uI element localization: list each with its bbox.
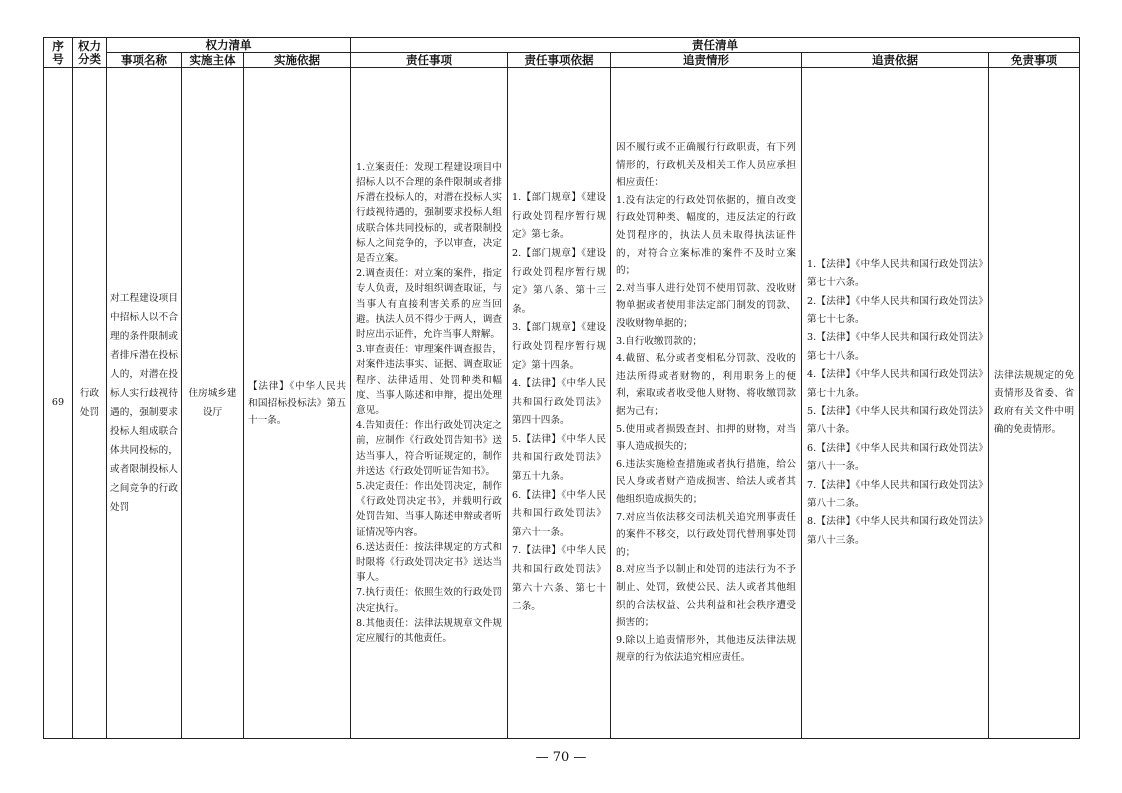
power-responsibility-table: [43, 37, 1080, 739]
header-power-list: 权力清单: [107, 38, 351, 53]
row-implementing-body: 住房城乡建设厅: [182, 68, 244, 739]
header-responsibility-items: 责任事项: [351, 53, 508, 68]
table-row: [44, 68, 1080, 739]
accountability-basis-item: 3.【法律】《中华人民共和国行政处罚法》第七十八条。: [807, 332, 984, 362]
responsibility-item: 2.调查责任：对立案的案件，指定专人负责，及时组织调查取证，与当事人有直接利害关系的应当回避。执法人员不得少于两人，调查时应出示证件，允许当事人辩解。: [356, 268, 503, 340]
accountability-case: 2.对当事人进行处罚不使用罚款、没收财物单据或者使用非法定部门制发的罚款、没收财物单据的；: [616, 282, 797, 330]
header-responsibility-basis: 责任事项依据: [508, 53, 611, 68]
accountability-case: 8.对应当予以制止和处罚的违法行为不予制止、处罚，致使公民、法人或者其他组织的合法权益、公共利益和社会秩序遭受损害的；: [616, 564, 797, 629]
accountability-case: 7.对应当依法移交司法机关追究刑事责任的案件不移交，以行政处罚代替刑事处罚的；: [616, 511, 797, 558]
accountability-case: 3.自行收缴罚款的；: [616, 335, 702, 347]
responsibility-item: 4.告知责任：作出行政处罚决定之前，应制作《行政处罚告知书》送达当事人，符合听证规定的，制作并送达《行政处罚听证告知书》。: [356, 420, 503, 477]
responsibility-basis-item: 3.【部门规章】《建设行政处罚程序暂行规定》第十四条。: [512, 322, 607, 371]
header-item-name: 事项名称: [107, 53, 182, 68]
responsibility-item: 6.送达责任：按法律规定的方式和时限将《行政处罚决定书》送达当事人。: [356, 541, 503, 584]
accountability-case: 因不履行或不正确履行行政职责，有下列情形的，行政机关及相关工作人员应承担相应责任：: [616, 142, 797, 189]
accountability-basis-item: 8.【法律】《中华人民共和国行政处罚法》第八十三条。: [807, 516, 984, 546]
header-accountability-cases: 追责情形: [611, 53, 802, 68]
responsibility-item: 7.执行责任：依照生效的行政处罚决定执行。: [356, 587, 503, 614]
header-responsibility-list: 责任清单: [351, 38, 1080, 53]
accountability-basis-item: 6.【法律】《中华人民共和国行政处罚法》第八十一条。: [807, 442, 984, 473]
page-number: — 70 —: [535, 750, 587, 765]
responsibility-basis-item: 1.【部门规章】《建设行政处罚程序暂行规定》第七条。: [512, 192, 607, 241]
responsibility-item: 1.立案责任：发现工程建设项目中招标人以不合理的条件限制或者排斥潜在投标人的，对潜在投标人实行歧视待遇的，强制要求投标人组成联合体共同投标的，或者限制投标人之间竞争的，予以审查，决定是否立案。: [356, 161, 503, 264]
accountability-case: 4.截留、私分或者变相私分罚款、没收的违法所得或者财物的，利用职务上的便利，索取或者收受他人财物、将收缴罚款据为己有；: [616, 353, 797, 417]
header-accountability-basis: 追责依据: [802, 53, 989, 68]
responsibility-basis-item: 2.【部门规章】《建设行政处罚程序暂行规定》第八条、第十三条。: [512, 247, 607, 315]
responsibility-basis-item: 7.【法律】《中华人民共和国行政处罚法》第六十六条、第七十二条。: [512, 545, 607, 613]
row-accountability-cases: [611, 68, 802, 739]
responsibility-item: 3.审查责任：审理案件调查报告，对案件违法事实、证据、调查取证程序、法律适用、处罚种类和幅度、当事人陈述和申辩，提出处理意见。: [356, 344, 503, 416]
accountability-basis-item: 4.【法律】《中华人民共和国行政处罚法》第七十九条。: [807, 369, 984, 399]
row-exemptions: 法律法规规定的免责情形及省委、省政府有关文件中明确的免责情形。: [989, 68, 1080, 739]
responsibility-basis-item: 6.【法律】《中华人民共和国行政处罚法》第六十一条。: [512, 489, 607, 538]
accountability-basis-item: 2.【法律】《中华人民共和国行政处罚法》第七十七条。: [807, 295, 984, 325]
accountability-case: 9.除以上追责情形外，其他违反法律法规规章的行为依法追究相应责任。: [616, 634, 797, 664]
row-item-name: 对工程建设项目中招标人以不合理的条件限制或者排斥潜在投标人的，对潜在投标人实行歧视待遇的，强制要求投标人组成联合体共同投标的，或者限制投标人之间竞争的行政处罚: [107, 68, 182, 739]
header-implementing-basis: 实施依据: [244, 53, 351, 68]
row-seq: 69: [44, 68, 73, 739]
responsibility-item: 5.决定责任：作出处罚决定，制作《行政处罚决定书》，并载明行政处罚告知、当事人陈述申辩或者听证情况等内容。: [356, 481, 503, 538]
accountability-case: 1.没有法定的行政处罚依据的，擅自改变行政处罚种类、幅度的，违反法定的行政处罚程序的，执法人员未取得执法证件的，对符合立案标准的案件不及时立案的；: [616, 194, 797, 277]
row-responsibility-basis: [508, 68, 611, 739]
header-power-type: 权力 分类: [73, 38, 107, 68]
responsibility-item: 8.其他责任：法律法规规章文件规定应履行的其他责任。: [356, 617, 503, 645]
header-implementing-body: 实施主体: [182, 53, 244, 68]
accountability-case: 6.违法实施检查措施或者执行措施，给公民人身或者财产造成损害、给法人或者其他组织造成损失的；: [616, 458, 797, 505]
row-power-type: 行政处罚: [73, 68, 107, 739]
accountability-basis-item: 1.【法律】《中华人民共和国行政处罚法》第七十六条。: [807, 258, 984, 289]
header-exemptions: 免责事项: [989, 53, 1080, 68]
row-implementing-basis: 【法律】《中华人民共和国招标投标法》第五十一条。: [244, 68, 351, 739]
accountability-basis-item: 5.【法律】《中华人民共和国行政处罚法》第八十条。: [807, 406, 984, 436]
responsibility-basis-item: 5.【法律】《中华人民共和国行政处罚法》第五十九条。: [512, 433, 607, 483]
header-seq: 序 号: [44, 38, 73, 68]
row-accountability-basis: [802, 68, 989, 739]
accountability-basis-item: 7.【法律】《中华人民共和国行政处罚法》第八十二条。: [807, 479, 984, 510]
accountability-case: 5.使用或者损毁查封、扣押的财物，对当事人造成损失的；: [616, 423, 797, 453]
responsibility-basis-item: 4.【法律】《中华人民共和国行政处罚法》第四十四条。: [512, 378, 607, 427]
row-responsibility-items: [351, 68, 508, 739]
